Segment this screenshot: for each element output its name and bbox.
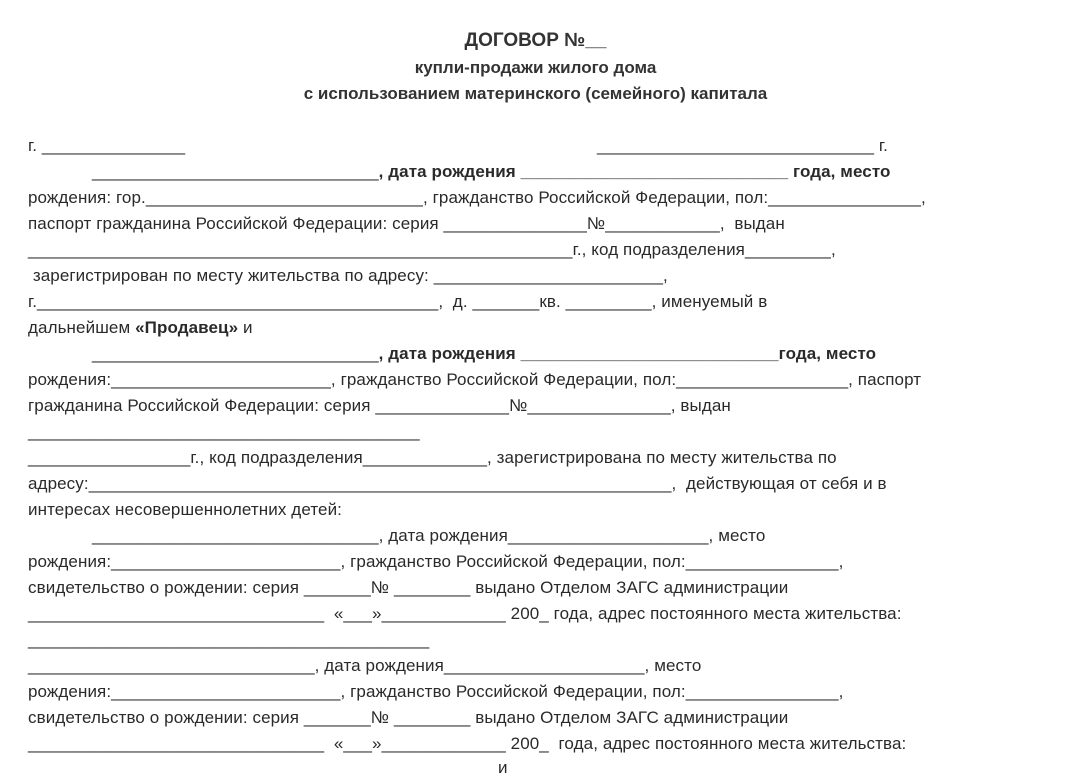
document-title: ДОГОВОР №__: [464, 30, 607, 51]
buyer-line-2: рождения:_______________________, гражданство Российской Федерации, пол:__________________, паспорт: [28, 370, 922, 389]
seller-birth-text: , дата рождения ____________________________ года, место: [378, 162, 891, 181]
seller-line-7: [28, 318, 253, 338]
child1-line-5: __________________________________________: [28, 630, 430, 649]
seller-line-5: зарегистрирован по месту жительства по адресу: ________________________,: [28, 266, 668, 285]
buyer-name-blank: ______________________________: [92, 344, 379, 363]
seller-line-6: г.__________________________________________, д. _______кв. _________, именуемый в: [28, 292, 768, 311]
document-subtitle: купли-продажи жилого дома: [414, 58, 657, 77]
buyer-line-7: интересах несовершеннолетних детей:: [28, 500, 342, 519]
child1-line-2: рождения:________________________, гражданство Российской Федерации, пол:________________,: [28, 552, 844, 571]
seller-line-2: рождения: гор._____________________________, гражданство Российской Федерации, пол:________________,: [28, 188, 926, 207]
seller-name-blank: ______________________________: [92, 162, 379, 181]
seller-line-1: [92, 162, 891, 182]
continuation-text: и: [498, 758, 508, 777]
buyer-line-4: _________________________________________: [28, 422, 420, 441]
child1-line-1: ______________________________, дата рождения_____________________, место: [92, 526, 766, 545]
child1-line-4: _______________________________ «___»_____________ 200_ года, адрес постоянного места жительства:: [28, 604, 902, 623]
document-subtitle-2: с использованием материнского (семейного) капитала: [303, 84, 768, 103]
seller-role-suffix: и: [238, 318, 253, 337]
seller-line-4: _________________________________________________________г., код подразделения_________,: [28, 240, 836, 259]
date-line: _____________________________ г.: [597, 136, 888, 155]
child2-line-2: рождения:________________________, гражданство Российской Федерации, пол:________________,: [28, 682, 844, 701]
buyer-birth-text: , дата рождения ___________________________года, место: [378, 344, 877, 363]
buyer-line-3: гражданина Российской Федерации: серия ______________№_______________, выдан: [28, 396, 731, 415]
city-line: г. _______________: [28, 136, 186, 155]
seller-role-prefix: дальнейшем: [28, 318, 136, 337]
child1-line-3: свидетельство о рождении: серия _______№ ________ выдано Отделом ЗАГС администрации: [28, 578, 789, 597]
buyer-line-5: _________________г., код подразделения_____________, зарегистрирована по месту жительства по: [28, 448, 837, 467]
seller-role: «Продавец»: [135, 318, 239, 337]
buyer-line-1: [92, 344, 876, 364]
buyer-line-6: адресу:_____________________________________________________________, действующая от себя и в: [28, 474, 887, 493]
child2-line-3: свидетельство о рождении: серия _______№ ________ выдано Отделом ЗАГС администрации: [28, 708, 789, 727]
seller-line-3: паспорт гражданина Российской Федерации: серия _______________№____________, выдан: [28, 214, 785, 233]
child2-line-1: ______________________________, дата рождения_____________________, место: [28, 656, 702, 675]
child2-line-4: _______________________________ «___»_____________ 200_ года, адрес постоянного места жительства:: [28, 734, 907, 753]
